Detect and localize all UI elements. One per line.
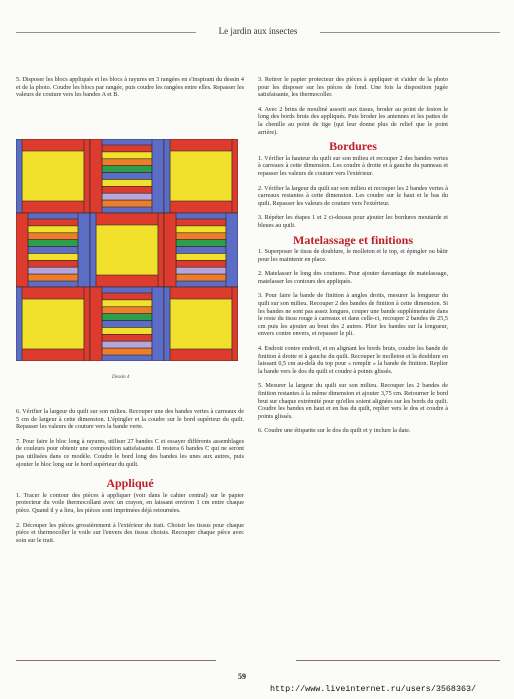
page-header [16, 26, 500, 38]
stripe-band [102, 300, 152, 307]
stripe-band [176, 267, 226, 274]
stripe-band [176, 240, 226, 247]
stripe-block-side [78, 213, 90, 287]
applique-step-3: 3. Retirer le papier protecteur des pièces à appliquer et s'aider de la photo pour les disposer sur les pièces de fond. Une fois la disposition jugée satisfaisante, les thermocoller. [258, 76, 448, 99]
applique-block-side [158, 213, 164, 287]
stripe-block-side [152, 287, 164, 361]
stripe-block-side [226, 213, 238, 287]
applique-block-center [22, 299, 84, 349]
footer-rule-right [296, 660, 500, 661]
footer-rule-left [16, 660, 216, 661]
applique-block-side [84, 139, 90, 213]
applique-block-center [22, 151, 84, 201]
left-column-bottom [16, 408, 244, 551]
diagram-caption: Dessin 4 [112, 375, 130, 380]
stripe-block-side [16, 213, 28, 287]
matelassage-step-3: 3. Pour faire la bande de finition à angles droits, mesurer la longueur du quilt sur son milieu. Recouper 2 des bandes de finition à cette dimension. Si les bandes ne sont pas assez longues, couper une bande supplémentaire dans le reste du tissu rouge à carreaux et dans celle-ci, recouper 2 bandes de 25,5 cm puis les ajouter au bout des 2 autres. Plier les bandes sur la longueur, envers contre envers, et repasser le pli. [258, 292, 448, 338]
stripe-band [176, 219, 226, 226]
matelassage-heading: Matelassage et finitions [293, 232, 413, 247]
stripe-band [28, 267, 78, 274]
applique-block-center [96, 225, 158, 275]
applique-block-side [16, 287, 22, 361]
quilt-diagram [16, 139, 238, 361]
stripe-band [102, 348, 152, 355]
stripe-band [102, 293, 152, 300]
matelassage-step-5: 5. Mesurer la largeur du quilt sur son milieu. Recouper les 2 bandes de finition restantes à la même dimension et ajouter 3,75 cm. Retourner le bord brut sur chaque extrémité pour qu'elles soient alignées sur les bords du quilt. Coudre les bandes en haut et en bas du quilt, replier vers le dos et coudre à points glissés. [258, 382, 448, 420]
stripe-band [176, 233, 226, 240]
stripe-block-side [164, 213, 176, 287]
applique-block-side [16, 139, 22, 213]
matelassage-step-1: 1. Superposer le tissu de doublure, le molleton et le top, et épingler ou bâtir pour les maintenir en place. [258, 248, 448, 263]
stripe-block-side [90, 287, 102, 361]
bordures-step-2: 2. Vérifier la largeur du quilt sur son milieu et recouper les 2 bandes vertes à carreaux restantes à cette dimension. Les coudre sur le haut et le bas du quilt. Repasser les valeurs de couture vers l'extérieur. [258, 184, 448, 207]
header-title: Le jardin aux insectes [218, 26, 298, 36]
applique-heading: Appliqué [106, 476, 154, 491]
applique-block-side [164, 287, 170, 361]
stripe-band [176, 253, 226, 260]
stripe-block-side [152, 139, 164, 213]
stripe-band [176, 247, 226, 254]
stripe-band [28, 240, 78, 247]
applique-block-side [90, 213, 96, 287]
stripe-band [102, 307, 152, 314]
stripe-band [28, 260, 78, 267]
stripe-band [102, 314, 152, 321]
stripe-band [102, 200, 152, 207]
stripe-band [102, 186, 152, 193]
applique-block-side [84, 287, 90, 361]
step-7-text: 7. Pour faire le bloc long à rayures, utiliser 27 bandes C et essayer différents assemblages de couleurs pour obtenir une composition satisfaisante. Il restera 6 bandes C qui ne seront pas utilisées dans ce modèle. Coudre le bord long des bandes les unes aux autres, puis ajouter le bloc long sur le bord supérieur du quilt. [16, 437, 244, 468]
applique-block-center [170, 299, 232, 349]
stripe-band [28, 233, 78, 240]
quilt-blocks [16, 139, 238, 361]
stripe-band [102, 179, 152, 186]
stripe-band [176, 260, 226, 267]
stripe-band [28, 226, 78, 233]
header-rule-right [320, 32, 500, 33]
applique-step-2: 2. Découper les pièces grossièrement à l'extérieur du trait. Choisir les tissus pour chaque pièce et thermocoller le voile sur l'envers des tissus choisis. Recouper chaque pièce avec soin sur le trait. [16, 521, 244, 544]
bordures-step-3: 3. Répéter les étapes 1 et 2 ci-dessus pour ajouter les bordures moutarde et bleues au quilt. [258, 214, 448, 229]
step-6-text: 6. Vérifier la largeur du quilt sur son milieu. Recouper une des bandes vertes à carreaux de 5 cm de largeur à cette dimension. L'épingler et la coudre sur le bord supérieur du quilt. Repasser les valeurs de couture vers la bande verte. [16, 408, 244, 431]
stripe-band [176, 274, 226, 281]
stripe-band [176, 226, 226, 233]
applique-block-center [170, 151, 232, 201]
applique-block-side [232, 139, 238, 213]
stripe-block-side [90, 139, 102, 213]
stripe-band [102, 152, 152, 159]
stripe-band [102, 341, 152, 348]
matelassage-step-2: 2. Matelasser le long des coutures. Pour ajouter davantage de matelassage, matelasser les contours des appliqués. [258, 270, 448, 285]
matelassage-step-4: 4. Endroit contre endroit, et en alignant les bords bruts, coudre les bande de finition à droite et à gauche du quilt. Recouper le molleton et la doublure en laissant 0,5 cm au-delà du top pour « remplir » la bande de finition. Replier la bande vers le dos du quilt et coudre à points glissés. [258, 345, 448, 375]
stripe-band [102, 166, 152, 173]
stripe-band [102, 327, 152, 334]
applique-step-1: 1. Tracer le contour des pièces à appliquer (voir dans le cahier central) sur le papier protecteur du voile thermocollant avec un crayon, en laissant environ 1 cm entre chaque pièce. Quand il y a lieu, les pièces sont imprimées déjà retournées. [16, 491, 244, 514]
stripe-band [102, 145, 152, 152]
stripe-band [28, 219, 78, 226]
stripe-band [102, 173, 152, 180]
applique-block-side [232, 287, 238, 361]
stripe-band [102, 321, 152, 328]
stripe-band [102, 193, 152, 200]
stripe-band [28, 247, 78, 254]
applique-step-4: 4. Avec 2 brins de mouliné assorti aux tissus, broder au point de feston le long des bords bruts des appliqués. Puis broder les antennes et les pattes de la chenille au point de tige (qui leur donne plus de relief que le point arrière). [258, 105, 448, 136]
page-number: 59 [238, 672, 246, 681]
left-column-top [16, 76, 244, 106]
header-rule-left [16, 32, 196, 33]
bordures-heading: Bordures [329, 139, 377, 154]
stripe-band [28, 253, 78, 260]
right-column [258, 76, 448, 442]
stripe-band [102, 159, 152, 166]
applique-block-side [164, 139, 170, 213]
stripe-band [102, 334, 152, 341]
stripe-band [28, 274, 78, 281]
matelassage-step-6: 6. Coudre une étiquette sur le dos du quilt et y inclure la date. [258, 427, 411, 435]
watermark-url: http://www.liveinternet.ru/users/3568363/ [270, 684, 477, 694]
step-5-text: 5. Disposer les blocs appliqués et les blocs à rayures en 3 rangées en s'inspirant du dessin 4 et de la photo. Coudre les blocs par rangée, puis coudre les rangées entre elles. Repasser les valeurs de couture vers les bandes A et B. [16, 76, 244, 99]
bordures-step-1: 1. Vérifier la hauteur du quilt sur son milieu et recouper 2 des bandes vertes à carreaux à cette dimension. Les coudre à droite et à gauche du panneau et repasser les valeurs de couture vers l'extérieur. [258, 154, 448, 177]
